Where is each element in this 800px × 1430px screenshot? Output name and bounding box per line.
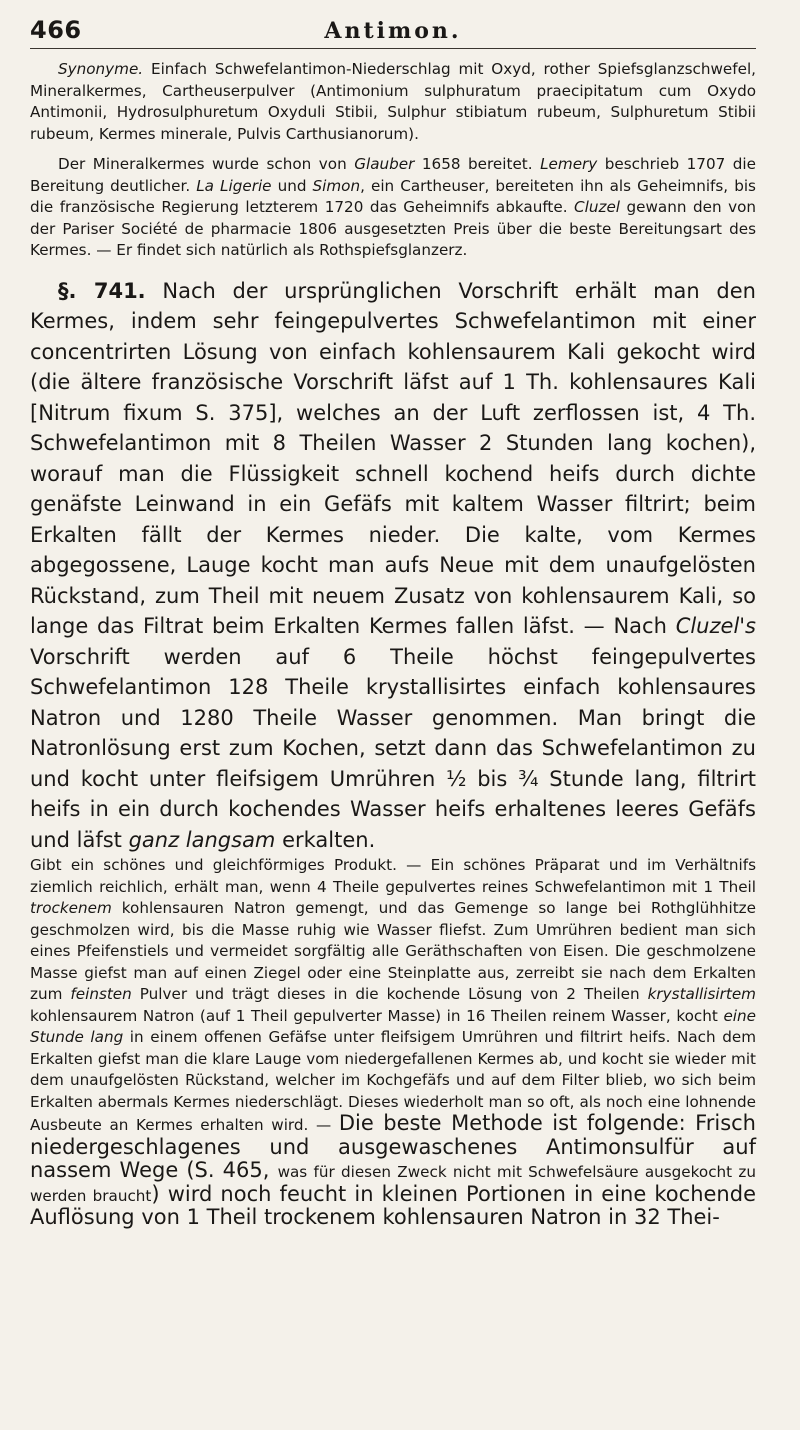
- author-name: Glauber: [354, 155, 415, 173]
- emphasis-text: trockenem: [30, 899, 112, 917]
- synonyms-label: Synonyme.: [58, 60, 144, 78]
- author-name: La Ligerie: [196, 176, 272, 195]
- body-text: Vorschrift werden auf 6 Theile höchst feingepulvertes Schwefelantimon 128 Theile krystallisirtes einfach kohlensaures Natron und 1280 Theile Wasser genommen. Man bringt die Natronlösung erst zum Kochen, setzt dann das Schwefelantimon zu und kocht unter fleifsigem Umrühren ½ bis ¾ Stunde lang, filtrirt heifs in ein durch kochendes Wasser heifs erhaltenes leeres Gefäfs und läfst: [30, 644, 756, 852]
- history-paragraph: [30, 154, 756, 262]
- section-marker: §. 741.: [58, 278, 146, 303]
- author-name: Lemery: [540, 155, 598, 173]
- author-name: Cluzel's: [675, 614, 756, 638]
- body-text: ) wird noch feucht in kleinen Portionen in eine kochende Auflösung von 1 Theil trockenem kohlensauren Natron in 32 Thei-: [30, 1181, 756, 1229]
- history-text: und: [271, 176, 313, 195]
- emphasis-text: feinsten: [70, 985, 132, 1003]
- fine-print-text: in einem offenen Gefäfse unter fleifsigem Umrühren und filtrirt heifs. Nach dem Erkalten giefst man die klare Lauge vom niedergefallenen Kermes ab, und kocht sie wieder mit dem unaufgelösten Rückstand, welcher im Kochgefäfs und auf dem Filter blieb, wo sich beim Erkalten abermals Kermes niederschlägt. Dieses wiederholt man so oft, als noch eine lohnende Ausbeute an Kermes erhalten wird. —: [30, 1028, 756, 1134]
- history-text: , ein Cartheuser, bereiteten ihn als Geheimnifs, bis die französische Regierung letzterem 1720 das Geheimnifs abkaufte.: [30, 176, 756, 216]
- fine-print-text: kohlensauren Natron gemengt, und das Gemenge so lange bei Rothglühhitze geschmolzen wird, bis die Masse ruhig wie Wasser fliefst. Zum Umrühren bedient man sich eines Pfeifenstiels und vermeidet sorgfältig alle Geräthschaften von Eisen. Die geschmolzene Masse giefst man auf einen Ziegel oder eine Steinplatte aus, zerreibt sie nach dem Erkalten zum: [30, 899, 756, 1003]
- body-text: erkalten.: [275, 827, 376, 852]
- body-text: Die beste Methode ist folgende: Frisch niedergeschlagenes und ausgewaschenes Antimonsulfür auf nassem Wege (S. 465,: [30, 1111, 756, 1182]
- running-head: Antimon.: [324, 18, 462, 44]
- synonyms-paragraph: [30, 59, 756, 145]
- fine-print-paragraph: [30, 855, 756, 1231]
- synonyms-text: Einfach Schwefelantimon-Niederschlag mit Oxyd, rother Spiefsglanzschwefel, Mineralkermes, Cartheuserpulver (Antimonium sulphuratum praecipitatum cum Oxydo Antimonii, Hydrosulphuretum Oxyduli Stibii, Sulphur stibiatum rubeum, Sulphuretum Stibii rubeum, Kermes minerale, Pulvis Carthusianorum).: [30, 60, 756, 143]
- emphasis-text: ganz langsam: [128, 827, 276, 852]
- page-number: 466: [30, 16, 82, 44]
- page-header: [30, 14, 756, 49]
- fine-print-text: Pulver und trägt dieses in die kochende Lösung von 2 Theilen: [131, 985, 648, 1003]
- history-text: Der Mineralkermes wurde schon von: [58, 155, 355, 173]
- section-741-paragraph: [30, 276, 756, 856]
- emphasis-text: eine Stunde lang: [30, 1006, 756, 1046]
- emphasis-text: krystallisirtem: [647, 985, 756, 1003]
- fine-print-note: was für diesen Zweck nicht mit Schwefelsäure ausgekocht zu werden braucht: [30, 1163, 756, 1205]
- history-text: beschrieb 1707 die Bereitung deutlicher.: [30, 155, 756, 195]
- body-text: Nach der ursprünglichen Vorschrift erhält man den Kermes, indem sehr feingepulvertes Schwefelantimon mit einer concentrirten Lösung von einfach kohlensaurem Kali gekocht wird (die ältere französische Vorschrift läfst auf 1 Th. kohlensaures Kali [Nitrum fixum S. 375], welches an der Luft zerflossen ist, 4 Th. Schwefelantimon mit 8 Theilen Wasser 2 Stunden lang kochen), worauf man die Flüssigkeit schnell kochend heifs durch dichte genäfste Leinwand in ein Gefäfs mit kaltem Wasser filtrirt; beim Erkalten fällt der Kermes nieder. Die kalte, vom Kermes abgegossene, Lauge kocht man aufs Neue mit dem unaufgelösten Rückstand, zum Theil mit neuem Zusatz von kohlensaurem Kali, so lange das Filtrat beim Erkalten Kermes fallen läfst. — Nach: [30, 278, 756, 638]
- fine-print-text: Gibt ein schönes und gleichförmiges Produkt. — Ein schönes Präparat und im Verhältnifs ziemlich reichlich, erhält man, wenn 4 Theile gepulvertes reines Schwefelantimon mit 1 Theil: [30, 856, 756, 896]
- history-text: 1658 bereitet.: [414, 155, 541, 173]
- author-name: Cluzel: [574, 198, 621, 216]
- fine-print-text: kohlensaurem Natron (auf 1 Theil gepulverter Masse) in 16 Theilen reinem Wasser, kocht: [30, 1006, 724, 1025]
- history-text: gewann den von der Pariser Société de pharmacie 1806 ausgesetzten Preis über die beste Bereitungsart des Kermes. — Er findet sich natürlich als Rothspiefsglanzerz.: [30, 198, 756, 259]
- author-name: Simon: [312, 176, 361, 195]
